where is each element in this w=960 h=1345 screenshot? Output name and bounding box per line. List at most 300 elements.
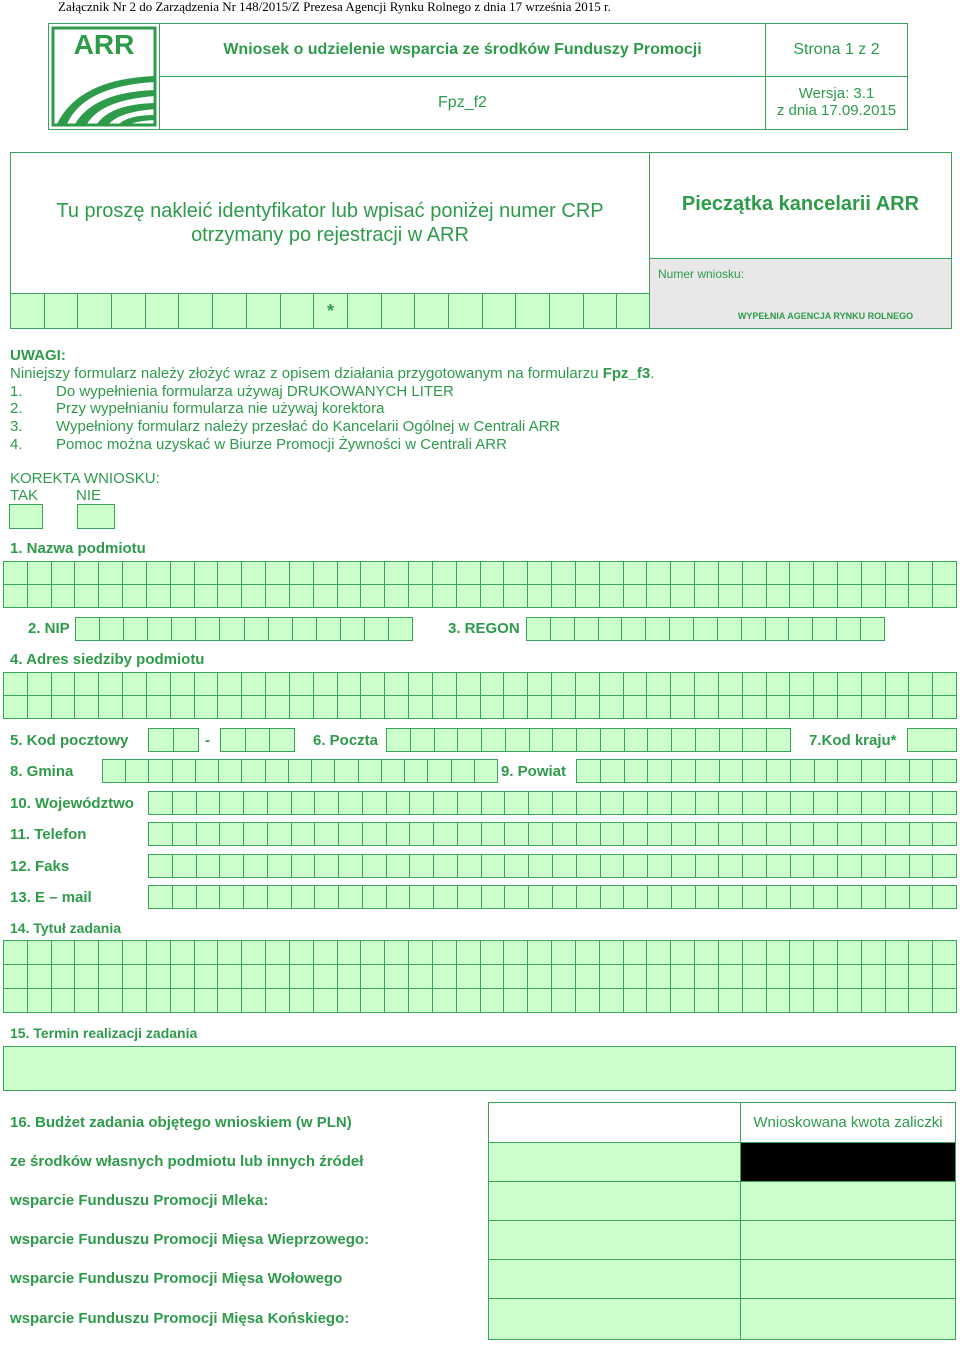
char-cell[interactable]	[384, 672, 409, 696]
char-cell[interactable]	[693, 617, 718, 641]
char-cell[interactable]	[718, 672, 743, 696]
char-cell[interactable]	[125, 759, 149, 783]
char-cell[interactable]	[98, 988, 123, 1013]
char-cell[interactable]	[337, 988, 362, 1013]
char-cell[interactable]	[670, 584, 695, 608]
char-cell[interactable]	[623, 988, 648, 1013]
char-cell[interactable]	[718, 584, 743, 608]
char-cell[interactable]	[551, 695, 576, 719]
char-cell[interactable]	[289, 964, 314, 989]
char-cell[interactable]	[885, 695, 910, 719]
char-cell[interactable]	[932, 964, 957, 989]
char-cell[interactable]	[243, 791, 268, 815]
char-cell[interactable]	[313, 940, 338, 965]
char-cell[interactable]	[146, 584, 171, 608]
char-cell[interactable]	[172, 822, 197, 846]
char-cell[interactable]	[528, 791, 553, 815]
char-cell[interactable]	[265, 940, 290, 965]
char-cell[interactable]	[552, 854, 577, 878]
char-cell[interactable]	[837, 940, 862, 965]
char-cell[interactable]	[362, 822, 387, 846]
char-cell[interactable]	[623, 791, 648, 815]
advance-milk-input[interactable]	[740, 1181, 956, 1221]
char-cell[interactable]	[265, 584, 290, 608]
char-cell[interactable]	[766, 964, 791, 989]
char-cell[interactable]	[575, 672, 600, 696]
char-cell[interactable]	[529, 728, 554, 752]
char-cell[interactable]	[909, 885, 934, 909]
char-cell[interactable]	[409, 854, 434, 878]
char-cell[interactable]	[244, 617, 269, 641]
char-cell[interactable]	[718, 695, 743, 719]
char-cell[interactable]	[576, 759, 601, 783]
char-cell[interactable]	[481, 885, 506, 909]
char-cell[interactable]	[147, 617, 172, 641]
char-cell[interactable]	[99, 617, 124, 641]
char-cell[interactable]	[718, 885, 743, 909]
char-cell[interactable]	[217, 672, 242, 696]
task-term-input[interactable]	[3, 1046, 956, 1091]
char-cell[interactable]	[288, 759, 312, 783]
char-cell[interactable]	[480, 584, 505, 608]
char-cell[interactable]	[624, 759, 649, 783]
char-cell[interactable]	[219, 791, 244, 815]
char-cell[interactable]	[504, 791, 529, 815]
char-cell[interactable]	[98, 584, 123, 608]
char-cell[interactable]	[695, 791, 720, 815]
char-cell[interactable]	[74, 695, 99, 719]
char-cell[interactable]	[194, 964, 219, 989]
char-cell[interactable]	[861, 791, 886, 815]
county-input[interactable]	[576, 759, 956, 783]
char-cell[interactable]	[599, 584, 624, 608]
char-cell[interactable]	[408, 940, 433, 965]
char-cell[interactable]	[528, 854, 553, 878]
char-cell[interactable]	[550, 617, 575, 641]
char-cell[interactable]	[364, 617, 389, 641]
char-cell[interactable]	[432, 988, 457, 1013]
char-cell[interactable]	[599, 561, 624, 585]
char-cell[interactable]	[885, 885, 910, 909]
char-cell[interactable]	[908, 964, 933, 989]
char-cell[interactable]	[908, 584, 933, 608]
char-cell[interactable]	[695, 854, 720, 878]
char-cell[interactable]	[314, 791, 339, 815]
country-code-input[interactable]	[907, 728, 956, 752]
char-cell[interactable]	[718, 822, 743, 846]
char-cell[interactable]	[74, 584, 99, 608]
char-cell[interactable]	[694, 584, 719, 608]
char-cell[interactable]	[503, 672, 528, 696]
char-cell[interactable]	[170, 561, 195, 585]
char-cell[interactable]	[600, 759, 625, 783]
char-cell[interactable]	[146, 988, 171, 1013]
char-cell[interactable]	[814, 759, 839, 783]
char-cell[interactable]	[481, 854, 506, 878]
char-cell[interactable]	[51, 695, 76, 719]
task-title-input-row3[interactable]	[3, 988, 956, 1013]
char-cell[interactable]	[267, 885, 292, 909]
char-cell[interactable]	[766, 988, 791, 1013]
char-cell[interactable]	[885, 822, 910, 846]
char-cell[interactable]	[646, 988, 671, 1013]
char-cell[interactable]	[861, 964, 886, 989]
char-cell[interactable]	[694, 672, 719, 696]
char-cell[interactable]	[314, 885, 339, 909]
char-cell[interactable]	[575, 584, 600, 608]
char-cell[interactable]	[600, 791, 625, 815]
char-cell[interactable]	[503, 584, 528, 608]
char-cell[interactable]	[360, 561, 385, 585]
char-cell[interactable]	[813, 695, 838, 719]
char-cell[interactable]	[599, 695, 624, 719]
char-cell[interactable]	[98, 695, 123, 719]
char-cell[interactable]	[291, 822, 316, 846]
char-cell[interactable]	[742, 940, 767, 965]
char-cell[interactable]	[885, 791, 910, 815]
char-cell[interactable]	[695, 728, 720, 752]
char-cell[interactable]	[907, 728, 957, 752]
char-cell[interactable]	[241, 672, 266, 696]
char-cell[interactable]	[241, 695, 266, 719]
char-cell[interactable]	[575, 940, 600, 965]
crp-cell[interactable]	[178, 293, 213, 329]
char-cell[interactable]	[789, 695, 814, 719]
char-cell[interactable]	[885, 672, 910, 696]
char-cell[interactable]	[408, 695, 433, 719]
char-cell[interactable]	[170, 940, 195, 965]
char-cell[interactable]	[599, 964, 624, 989]
char-cell[interactable]	[172, 791, 197, 815]
char-cell[interactable]	[837, 561, 862, 585]
char-cell[interactable]	[173, 728, 199, 752]
char-cell[interactable]	[600, 822, 625, 846]
char-cell[interactable]	[646, 695, 671, 719]
char-cell[interactable]	[74, 988, 99, 1013]
char-cell[interactable]	[551, 561, 576, 585]
char-cell[interactable]	[623, 822, 648, 846]
char-cell[interactable]	[789, 988, 814, 1013]
char-cell[interactable]	[671, 854, 696, 878]
char-cell[interactable]	[646, 584, 671, 608]
char-cell[interactable]	[599, 672, 624, 696]
budget-own-funds-input[interactable]	[488, 1142, 741, 1182]
char-cell[interactable]	[504, 822, 529, 846]
char-cell[interactable]	[27, 561, 52, 585]
char-cell[interactable]	[98, 672, 123, 696]
char-cell[interactable]	[386, 791, 411, 815]
char-cell[interactable]	[388, 617, 413, 641]
char-cell[interactable]	[481, 791, 506, 815]
char-cell[interactable]	[98, 940, 123, 965]
char-cell[interactable]	[790, 885, 815, 909]
char-cell[interactable]	[196, 885, 221, 909]
char-cell[interactable]	[241, 964, 266, 989]
nip-input[interactable]	[75, 617, 412, 641]
char-cell[interactable]	[196, 854, 221, 878]
char-cell[interactable]	[527, 584, 552, 608]
char-cell[interactable]	[267, 791, 292, 815]
char-cell[interactable]	[742, 584, 767, 608]
char-cell[interactable]	[457, 791, 482, 815]
char-cell[interactable]	[386, 822, 411, 846]
char-cell[interactable]	[861, 759, 886, 783]
char-cell[interactable]	[241, 988, 266, 1013]
char-cell[interactable]	[170, 964, 195, 989]
char-cell[interactable]	[813, 791, 838, 815]
char-cell[interactable]	[528, 885, 553, 909]
char-cell[interactable]	[51, 561, 76, 585]
char-cell[interactable]	[790, 822, 815, 846]
char-cell[interactable]	[599, 988, 624, 1013]
char-cell[interactable]	[766, 728, 791, 752]
char-cell[interactable]	[360, 988, 385, 1013]
char-cell[interactable]	[456, 561, 481, 585]
crp-cell[interactable]	[280, 293, 315, 329]
char-cell[interactable]	[790, 759, 815, 783]
char-cell[interactable]	[432, 584, 457, 608]
char-cell[interactable]	[148, 854, 173, 878]
email-input[interactable]	[148, 885, 956, 909]
char-cell[interactable]	[742, 964, 767, 989]
char-cell[interactable]	[789, 561, 814, 585]
char-cell[interactable]	[623, 854, 648, 878]
char-cell[interactable]	[908, 695, 933, 719]
char-cell[interactable]	[3, 672, 28, 696]
char-cell[interactable]	[670, 940, 695, 965]
commune-input[interactable]	[102, 759, 497, 783]
char-cell[interactable]	[384, 695, 409, 719]
char-cell[interactable]	[789, 584, 814, 608]
char-cell[interactable]	[432, 672, 457, 696]
char-cell[interactable]	[217, 695, 242, 719]
char-cell[interactable]	[813, 854, 838, 878]
char-cell[interactable]	[526, 617, 551, 641]
post-office-input[interactable]	[386, 728, 790, 752]
char-cell[interactable]	[196, 791, 221, 815]
char-cell[interactable]	[456, 964, 481, 989]
char-cell[interactable]	[621, 617, 646, 641]
char-cell[interactable]	[146, 561, 171, 585]
char-cell[interactable]	[51, 964, 76, 989]
char-cell[interactable]	[27, 988, 52, 1013]
char-cell[interactable]	[292, 617, 317, 641]
char-cell[interactable]	[576, 728, 601, 752]
char-cell[interactable]	[3, 584, 28, 608]
char-cell[interactable]	[623, 584, 648, 608]
char-cell[interactable]	[932, 695, 957, 719]
char-cell[interactable]	[386, 854, 411, 878]
char-cell[interactable]	[433, 885, 458, 909]
char-cell[interactable]	[146, 964, 171, 989]
char-cell[interactable]	[3, 964, 28, 989]
char-cell[interactable]	[289, 988, 314, 1013]
char-cell[interactable]	[504, 885, 529, 909]
char-cell[interactable]	[718, 561, 743, 585]
char-cell[interactable]	[217, 964, 242, 989]
postal-code-part1[interactable]	[148, 728, 198, 752]
char-cell[interactable]	[551, 672, 576, 696]
char-cell[interactable]	[932, 822, 957, 846]
char-cell[interactable]	[551, 940, 576, 965]
char-cell[interactable]	[480, 940, 505, 965]
char-cell[interactable]	[432, 561, 457, 585]
char-cell[interactable]	[410, 728, 435, 752]
char-cell[interactable]	[742, 561, 767, 585]
crp-cell[interactable]	[111, 293, 146, 329]
char-cell[interactable]	[646, 561, 671, 585]
char-cell[interactable]	[219, 617, 244, 641]
char-cell[interactable]	[360, 672, 385, 696]
char-cell[interactable]	[432, 695, 457, 719]
char-cell[interactable]	[409, 791, 434, 815]
char-cell[interactable]	[381, 759, 405, 783]
char-cell[interactable]	[313, 584, 338, 608]
char-cell[interactable]	[646, 940, 671, 965]
fax-input[interactable]	[148, 854, 956, 878]
char-cell[interactable]	[267, 854, 292, 878]
char-cell[interactable]	[241, 584, 266, 608]
char-cell[interactable]	[265, 988, 290, 1013]
char-cell[interactable]	[932, 672, 957, 696]
char-cell[interactable]	[432, 964, 457, 989]
char-cell[interactable]	[671, 791, 696, 815]
char-cell[interactable]	[576, 885, 601, 909]
char-cell[interactable]	[527, 940, 552, 965]
char-cell[interactable]	[576, 791, 601, 815]
char-cell[interactable]	[527, 964, 552, 989]
char-cell[interactable]	[788, 617, 813, 641]
char-cell[interactable]	[122, 584, 147, 608]
char-cell[interactable]	[837, 791, 862, 815]
char-cell[interactable]	[885, 759, 910, 783]
char-cell[interactable]	[742, 854, 767, 878]
char-cell[interactable]	[527, 988, 552, 1013]
char-cell[interactable]	[337, 561, 362, 585]
char-cell[interactable]	[551, 988, 576, 1013]
char-cell[interactable]	[885, 988, 910, 1013]
crp-cell[interactable]	[246, 293, 281, 329]
char-cell[interactable]	[337, 695, 362, 719]
char-cell[interactable]	[311, 759, 335, 783]
char-cell[interactable]	[670, 988, 695, 1013]
char-cell[interactable]	[218, 759, 242, 783]
char-cell[interactable]	[245, 728, 271, 752]
char-cell[interactable]	[694, 561, 719, 585]
address-input-row1[interactable]	[3, 672, 956, 696]
char-cell[interactable]	[885, 561, 910, 585]
char-cell[interactable]	[243, 822, 268, 846]
char-cell[interactable]	[337, 940, 362, 965]
char-cell[interactable]	[551, 584, 576, 608]
char-cell[interactable]	[813, 672, 838, 696]
char-cell[interactable]	[409, 822, 434, 846]
char-cell[interactable]	[766, 854, 791, 878]
char-cell[interactable]	[646, 672, 671, 696]
char-cell[interactable]	[504, 854, 529, 878]
char-cell[interactable]	[384, 988, 409, 1013]
crp-cell[interactable]	[145, 293, 180, 329]
char-cell[interactable]	[122, 672, 147, 696]
char-cell[interactable]	[362, 791, 387, 815]
char-cell[interactable]	[456, 695, 481, 719]
char-cell[interactable]	[456, 672, 481, 696]
char-cell[interactable]	[527, 695, 552, 719]
char-cell[interactable]	[575, 964, 600, 989]
char-cell[interactable]	[196, 822, 221, 846]
char-cell[interactable]	[836, 617, 861, 641]
char-cell[interactable]	[670, 561, 695, 585]
char-cell[interactable]	[789, 964, 814, 989]
char-cell[interactable]	[600, 885, 625, 909]
char-cell[interactable]	[552, 885, 577, 909]
char-cell[interactable]	[503, 940, 528, 965]
char-cell[interactable]	[837, 759, 862, 783]
char-cell[interactable]	[219, 854, 244, 878]
char-cell[interactable]	[908, 561, 933, 585]
char-cell[interactable]	[481, 728, 506, 752]
char-cell[interactable]	[647, 791, 672, 815]
char-cell[interactable]	[3, 940, 28, 965]
char-cell[interactable]	[860, 617, 885, 641]
char-cell[interactable]	[480, 672, 505, 696]
char-cell[interactable]	[647, 759, 672, 783]
char-cell[interactable]	[243, 854, 268, 878]
char-cell[interactable]	[360, 695, 385, 719]
char-cell[interactable]	[27, 695, 52, 719]
advance-horse-input[interactable]	[740, 1298, 956, 1340]
task-title-input-row1[interactable]	[3, 940, 956, 965]
char-cell[interactable]	[719, 759, 744, 783]
char-cell[interactable]	[694, 695, 719, 719]
char-cell[interactable]	[74, 940, 99, 965]
char-cell[interactable]	[408, 672, 433, 696]
char-cell[interactable]	[98, 561, 123, 585]
char-cell[interactable]	[837, 964, 862, 989]
char-cell[interactable]	[314, 854, 339, 878]
char-cell[interactable]	[170, 988, 195, 1013]
char-cell[interactable]	[313, 988, 338, 1013]
char-cell[interactable]	[624, 728, 649, 752]
char-cell[interactable]	[170, 695, 195, 719]
char-cell[interactable]	[837, 854, 862, 878]
char-cell[interactable]	[291, 791, 316, 815]
char-cell[interactable]	[194, 561, 219, 585]
char-cell[interactable]	[337, 964, 362, 989]
crp-cell[interactable]	[515, 293, 550, 329]
char-cell[interactable]	[694, 964, 719, 989]
char-cell[interactable]	[409, 885, 434, 909]
char-cell[interactable]	[384, 940, 409, 965]
advance-pork-input[interactable]	[740, 1220, 956, 1260]
char-cell[interactable]	[742, 791, 767, 815]
voivodeship-input[interactable]	[148, 791, 956, 815]
char-cell[interactable]	[456, 988, 481, 1013]
char-cell[interactable]	[576, 822, 601, 846]
char-cell[interactable]	[241, 759, 265, 783]
char-cell[interactable]	[813, 940, 838, 965]
char-cell[interactable]	[576, 854, 601, 878]
char-cell[interactable]	[813, 988, 838, 1013]
char-cell[interactable]	[291, 854, 316, 878]
char-cell[interactable]	[217, 940, 242, 965]
char-cell[interactable]	[932, 791, 957, 815]
char-cell[interactable]	[337, 672, 362, 696]
char-cell[interactable]	[766, 695, 791, 719]
char-cell[interactable]	[670, 964, 695, 989]
crp-cell[interactable]	[616, 293, 651, 329]
char-cell[interactable]	[362, 854, 387, 878]
